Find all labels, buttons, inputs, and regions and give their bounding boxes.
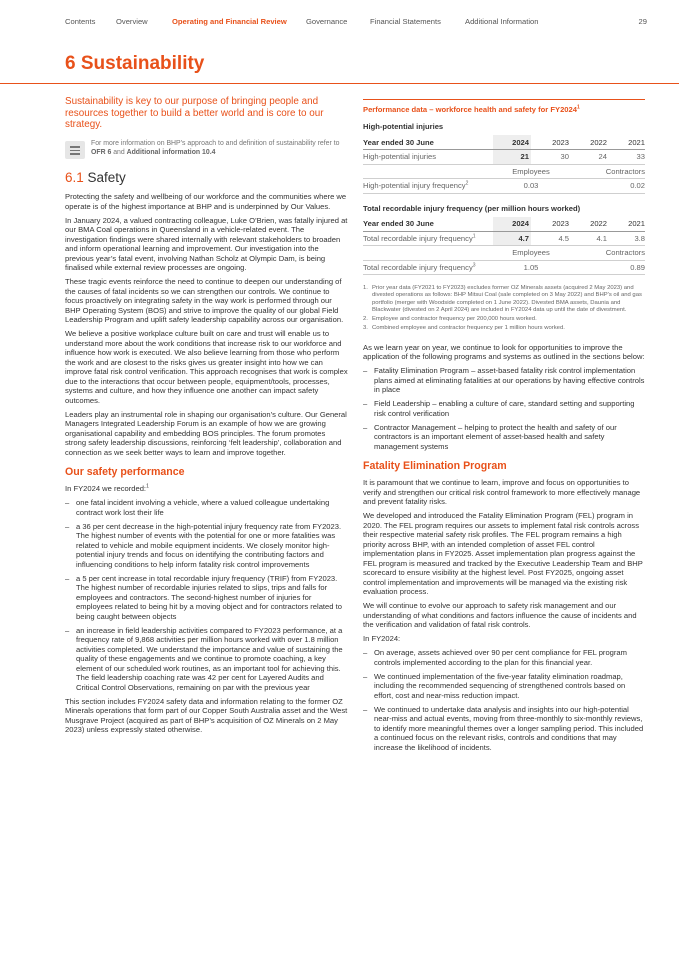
table-title: Performance data – workforce health and safety for FY2024$^1$ [363,99,645,114]
nav-contents[interactable]: Contents [65,17,96,26]
list-item: – one fatal incident involving a vehicle, where a valued colleague undertaking contract work lost their life [65,498,348,517]
reference-note [65,140,348,157]
table-row: Total recordable injury frequency$^1$ 4.7 4.5 4.1 3.8 [363,231,645,246]
footnote: 1. Prior year data (FY2021 to FY2023) excludes former OZ Minerals assets (acquired 2 May 2023) and divested operations as follows: BHP Mitsui Coal (sale completed on 3 May 2022) and BHP’s oil and gas portfolio (merger with Woodside completed on 1 June 2022). Divested BMA assets, Daunia and Blackwater (divested on 2 April 2024) are included in FY2024 data up until the date of divestment. [363,285,642,313]
note-link-additional-info[interactable]: Additional information 10.4 [126,148,216,156]
programs-intro: As we learn year on year, we continue to look for opportunities to improve the application of the following programs and systems as outlined in the sections below: [363,342,645,362]
list-item: – a 36 per cent decrease in the high-potential injury frequency rate from FY2023. The highest number of events with the potential for one or more fatalities was related to vehicle and mobile equipment incidents. We closely monitor high-potential injury trends and focus on identifying the contributing factors and influencing conditions to help inform fatality risk control improvements [65,522,348,570]
performance-intro: In FY2024 we recorded:$^1$ [65,483,149,494]
subheading-safety-performance: Our safety performance [65,466,185,479]
table-group-row: Employees Contractors [363,246,645,261]
table-header-row: Year ended 30 June 2024 2023 2022 2021 [363,217,645,232]
note-joiner: and [111,148,127,156]
body-paragraph: In FY2024: [363,634,401,644]
table-subtitle-trif: Total recordable injury frequency (per million hours worked) [363,203,581,213]
hpi-table [363,135,645,194]
table-subtitle-hpi: High-potential injuries [363,122,444,131]
section-heading-safety [65,170,348,185]
list-item: – We continued implementation of the five-year fatality elimination roadmap, including the recommended sequencing of strengthened controls based on effort, cost and near-miss reduction impact. [363,672,645,701]
list-item: – a 5 per cent increase in total recordable injury frequency (TRIF) from FY2023. The highest number of recordable injuries related to slips, trips and falls for employees and contractors. The second-highest number of injuries for employees related to being hit by a moving object and for contractors related to being caught between objects [65,574,348,622]
programs-list [363,366,645,451]
document-icon [65,141,85,159]
closing-paragraph: This section includes FY2024 safety data and information relating to the former OZ Minerals operations that form part of our Copper South Australia asset and the West Musgrave Project (acquired as part of BHP’s acquisition of OZ Minerals on 2 May 2023) unless expressly stated otherwise. [65,696,348,735]
body-paragraph: In January 2024, a valued contracting colleague, Luke O’Brien, was fatally injured at our BMA Coal operations in Queensland in a vehicle-related event. The investigation findings were shared internally with relevant stakeholders to broaden and inform operational learning and improvement. Our investigation into the previous year’s fatal event, involving Nathan Scholz at Olympic Dam, is being finalised while external review processes are ongoing. [65,215,348,273]
list-item: – Contractor Management – helping to protect the health and safety of our contractors is an important element of asset-based health and safety management systems [363,423,645,452]
list-item: – On average, assets achieved over 90 per cent compliance for FEL program controls implemented according to the plan for this financial year. [363,648,645,667]
table-row: High-potential injury frequency$^2$ 0.03 0.02 [363,179,645,194]
page-title: 6 Sustainability [65,53,205,74]
body-paragraph: Protecting the safety and wellbeing of our workforce and the communities where we operate is of the highest importance at BHP and is underpinned by Our Values. [65,192,347,211]
nav-governance[interactable]: Governance [306,17,348,26]
page-number: 29 [638,17,647,26]
nav-overview[interactable]: Overview [116,17,148,26]
note-link-ofr[interactable]: OFR 6 [91,148,112,156]
list-item: – Field Leadership – enabling a culture of care, standard setting and supporting risk control verification [363,399,645,418]
footnote: 3. Combined employee and contractor frequency per 1 million hours worked. [363,325,565,332]
list-item: – We continued to undertake data analysis and insights into our high-potential near-miss and actual events, moving from three-monthly to six-monthly reviews, to identify more meaningful themes over a longer sampling period. This included a continued focus on the relevant risks, controls and conditions that may increase the likelihood of incidents. [363,705,645,753]
footnote: 2. Employee and contractor frequency per 200,000 hours worked. [363,316,537,323]
right-column [363,96,645,757]
nav-operating-financial-review[interactable]: Operating and Financial Review [172,17,287,26]
body-paragraph: We believe a positive workplace culture built on care and trust will enable us to understand more about the work conditions that increase risk to our workforce and influence how work is executed. We also believe learning from those who perform the work and are closest to the risks gives us greater insight into how we can improve fatal risk control verification. This approach recognises that work is complex due to the interactions that occur between people, equipment/tools, processes, systems and culture, and how they influence one another can impact safety outcomes. [65,329,348,405]
section-title: Safety [83,170,126,186]
trif-table [363,217,645,276]
note-text: For more information on BHP’s approach to and definition of sustainability refer to [91,140,340,148]
top-navigation [65,17,647,29]
body-paragraph: Leaders play an instrumental role in shaping our organisation’s culture. Our General Managers Integrated Leadership Forum is an example of how we are growing organisational capability and embedding BOS principles. The forum promotes strong safety leadership discussions, reinforcing ‘felt leadership’, collaboration and connection as we seek better ways to learn and improve together. [65,409,347,457]
body-paragraph: We will continue to evolve our approach to safety risk management and our understanding of what conditions and factors influence the cause of incidents and the verification and validation of fatal risk controls. [363,601,637,630]
lead-statement: Sustainability is key to our purpose of bringing people and resources together to build a better world and is core to our strategy. [65,96,324,131]
list-item: – an increase in field leadership activities compared to FY2023 performance, at a frequency rate of 9,868 activities per million hours worked with over 1.8 million activities completed. We understand the importance and value of sustaining the quality of these engagements and we continue to promote coaching, a key element of our scheduled work routines, as an important tool for achieving this. The field leadership coaching rate was 42 per cent for Layered Audits and Critical Control Observations, remaining on par with the previous year [65,626,348,693]
table-header-row: Year ended 30 June 2024 2023 2022 2021 [363,135,645,150]
nav-additional-information[interactable]: Additional Information [465,17,539,26]
body-paragraph: These tragic events reinforce the need to continue to deepen our understanding of the causes of fatal incidents so we can strengthen our controls. We continue to focus proactively on integrating safety in the way work is performed through our BHP Operating System (BOS) and strive to improve the quality of our global Field Leadership Program and uplift safety leadership capability across our organisation. [65,277,344,325]
fep-list [363,648,645,752]
left-column [65,96,348,739]
table-footnotes [363,285,645,333]
list-item: – Fatality Elimination Program – asset-based fatality risk control implementation plans aimed at eliminating fatalities at our operations by having effective controls in place [363,366,645,395]
body-paragraph: We developed and introduced the Fatality Elimination Program (FEL) program in 2020. The FEL program requires our assets to implement fatal risk controls across their respective material safety risk profiles. The FEL program remains a high priority across BHP, with an intended completion of asset FEL control implementation plans in FY2025. Asset implementation plan progress against the FEL program is measured and tracked by the Executive Leadership Team and BHP scorecard to ensure visibility at the highest level. Post FY2025, ongoing asset control implementation and improvements will be managed via the existing risk evaluation process. [363,511,643,597]
performance-list [65,498,348,692]
table-row: High-potential injuries 21 30 24 33 [363,150,645,165]
nav-financial-statements[interactable]: Financial Statements [370,17,441,26]
title-divider [0,83,679,84]
body-paragraph: It is paramount that we continue to learn, improve and focus on opportunities to verify and strengthen our critical risk control framework to more effectively manage and prevent fatality risks. [363,478,641,507]
table-group-row: Employees Contractors [363,164,645,179]
subheading-fatality-elimination: Fatality Elimination Program [363,460,507,473]
section-number: 6.1 [65,170,84,186]
table-row: Total recordable injury frequency$^3$ 1.05 0.89 [363,260,645,275]
